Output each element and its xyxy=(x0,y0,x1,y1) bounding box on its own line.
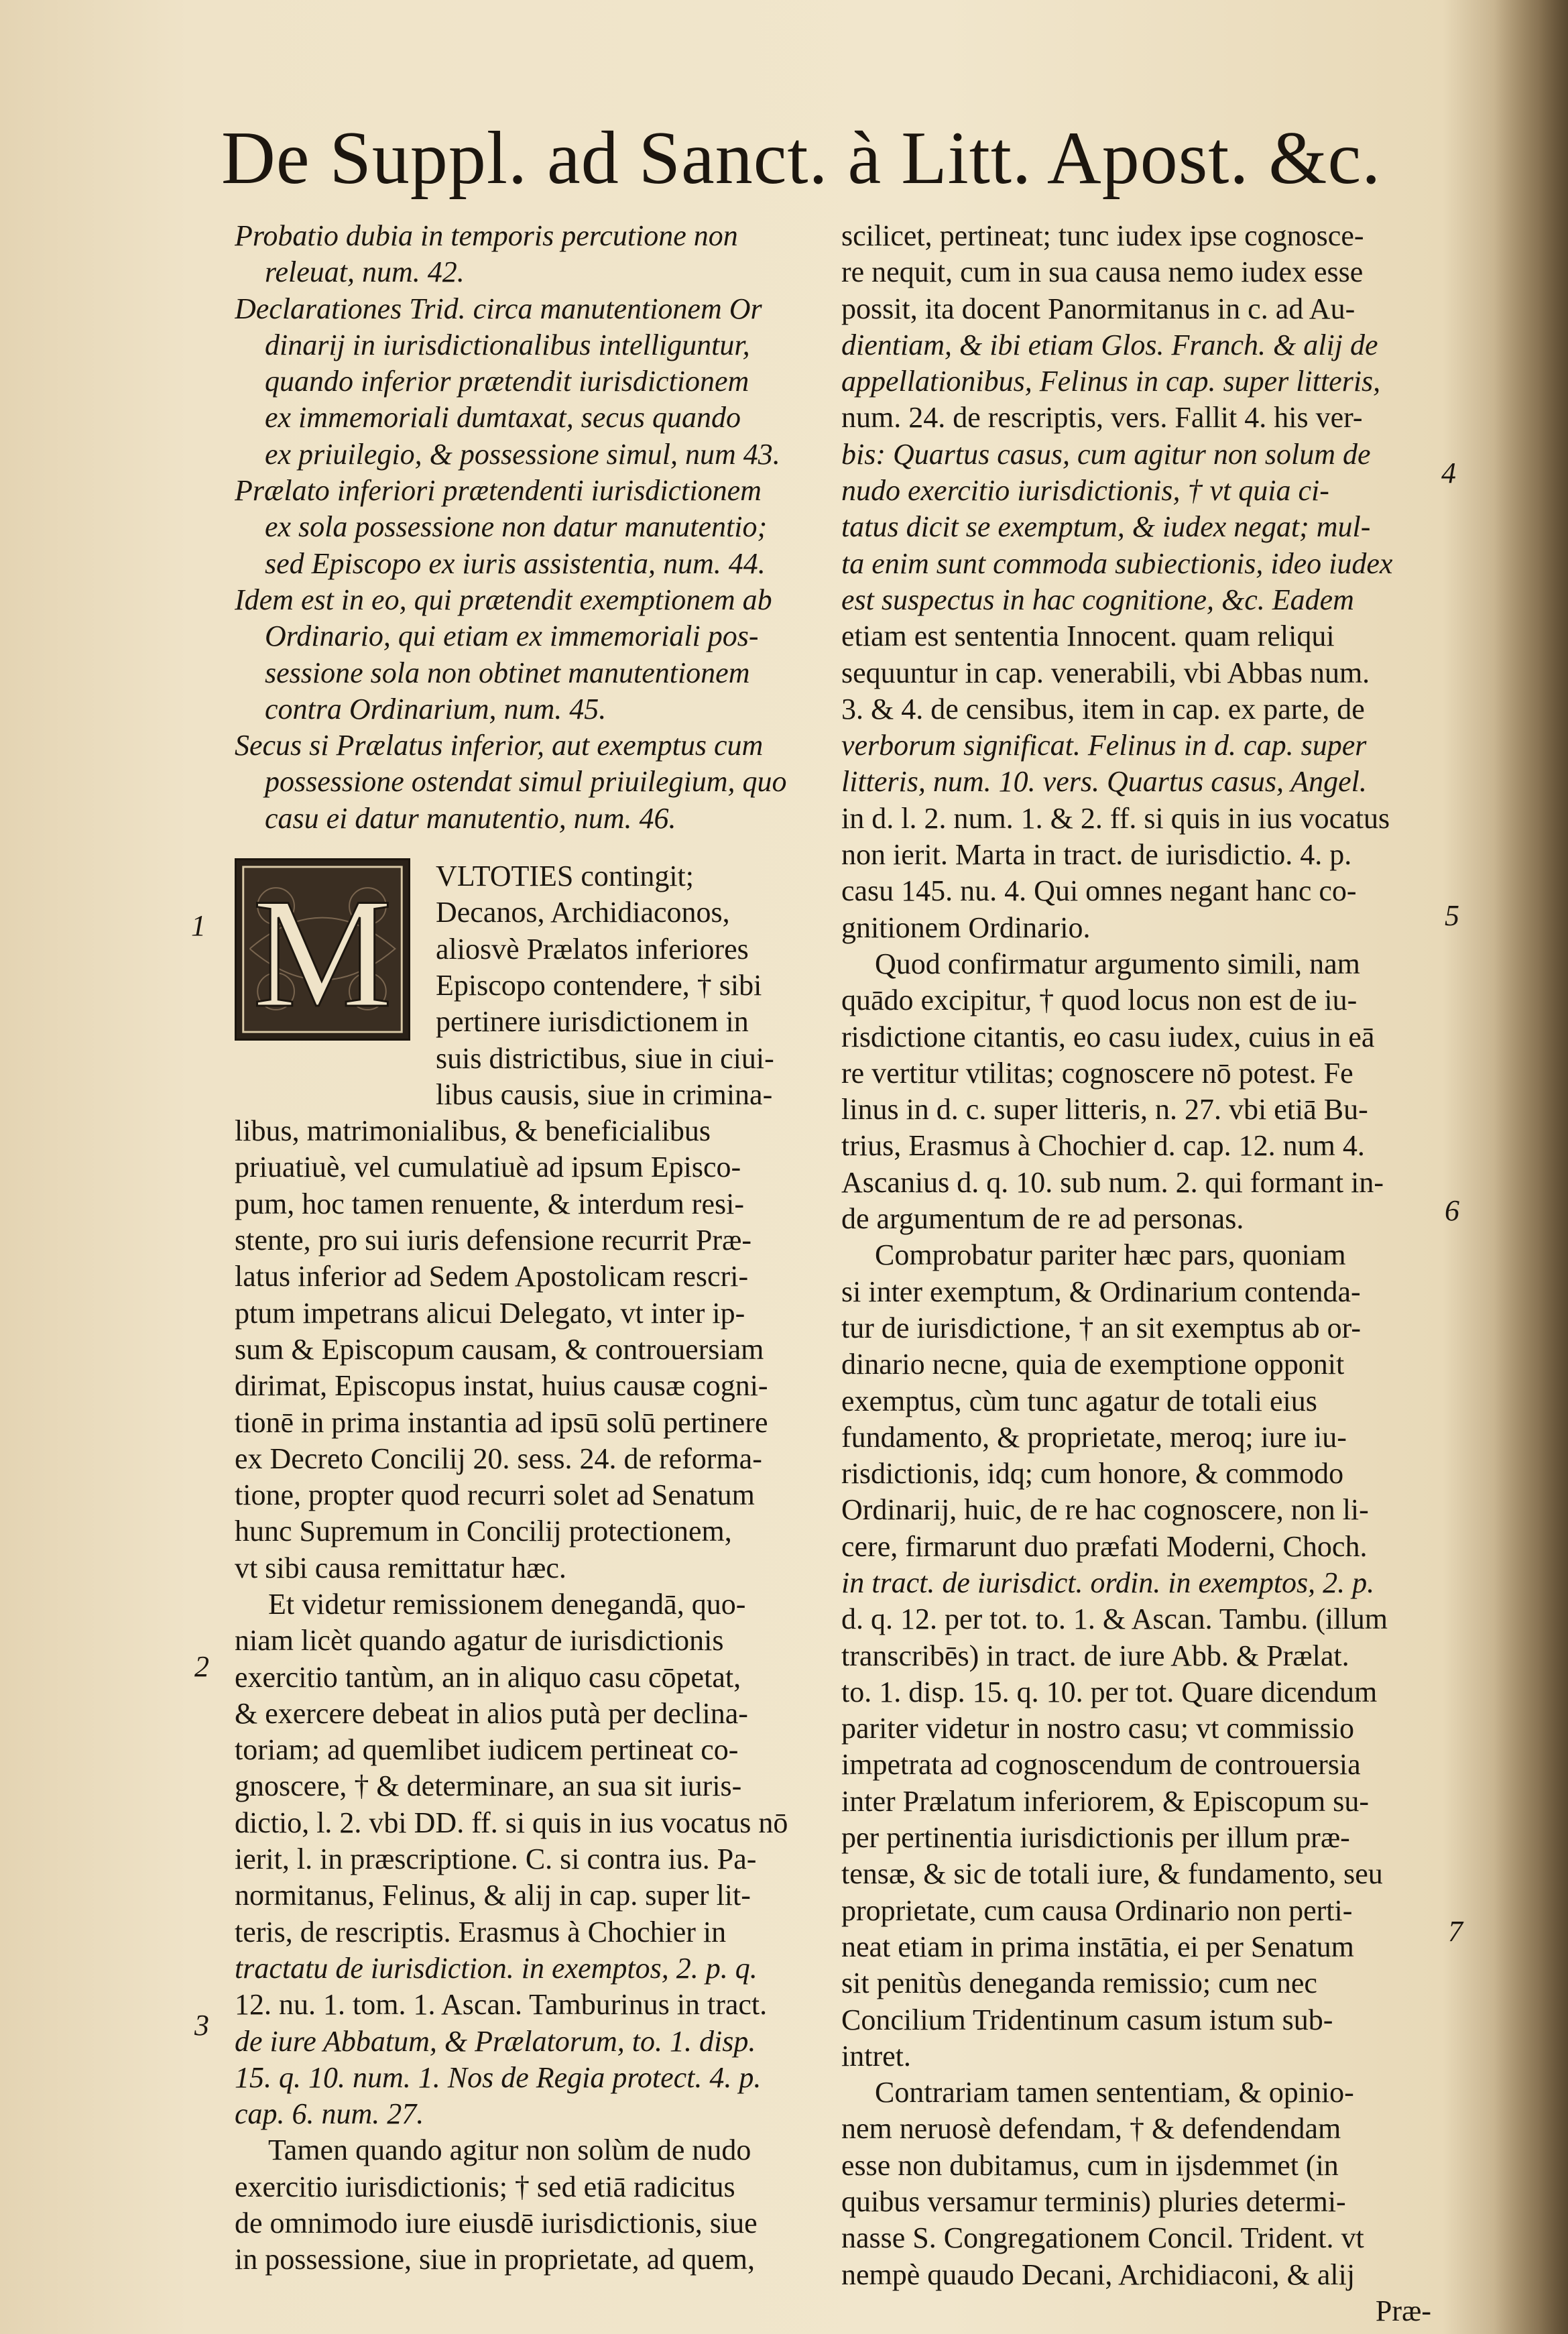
text-line: Decanos, Archidiaconos, xyxy=(436,896,730,929)
text-line: risdictionis, idq; cum honore, & commodo xyxy=(841,1457,1344,1491)
page-fold-shadow xyxy=(1494,0,1568,2334)
summary-line: ex priuilegio, & possessione simul, num 43. xyxy=(265,437,780,471)
text-line: quibus versamur terminis) pluries determi- xyxy=(841,2185,1346,2219)
text-line: etiam est sententia Innocent. quam reliqui xyxy=(841,620,1335,653)
text-line: pum, hoc tamen renuente, & interdum resi- xyxy=(235,1187,744,1220)
text-line: vt sibi causa remittatur hæc. xyxy=(235,1551,566,1584)
text-line: dinario necne, quia de exemptione opponit xyxy=(841,1348,1345,1381)
text-line: suis districtibus, siue in ciui- xyxy=(436,1041,774,1075)
text-line: latus inferior ad Sedem Apostolicam rescri- xyxy=(235,1260,749,1293)
text-line: exemptus, cùm tunc agatur de totali eius xyxy=(841,1384,1317,1417)
summary-line: Ordinario, qui etiam ex immemoriali pos- xyxy=(265,620,759,653)
text-line: inter Prælatum inferiorem, & Episcopum su- xyxy=(841,1784,1369,1818)
text-line: tatus dicit se exemptum, & iudex negat; mul- xyxy=(841,510,1371,544)
text-line: 12. nu. 1. tom. 1. Ascan. Tamburinus in tract. xyxy=(235,1988,768,2022)
text-line: VLTOTIES contingit; xyxy=(436,860,694,893)
summary-line: ex immemoriali dumtaxat, secus quando xyxy=(265,401,741,434)
text-line: nem neruosè defendam, † & defendendam xyxy=(841,2112,1341,2146)
text-line: Contrariam tamen sententiam, & opinio- xyxy=(875,2076,1354,2109)
text-line: proprietate, cum causa Ordinario non perti- xyxy=(841,1893,1353,1927)
text-line: Concilium Tridentinum casum istum sub- xyxy=(841,2003,1333,2036)
text-line: num. 24. de rescriptis, vers. Fallit 4. his ver- xyxy=(841,401,1363,434)
text-line: in d. l. 2. num. 1. & 2. ff. si quis in ius vocatus xyxy=(841,801,1390,835)
text-line: exercitio tantùm, an in aliquo casu cōpetat, xyxy=(235,1660,741,1694)
summary-line: Idem est in eo, qui prætendit exemptionem ab xyxy=(235,583,772,616)
text-line: ta enim sunt commoda subiectionis, ideo iudex xyxy=(841,546,1393,580)
text-line: Tamen quando agitur non solùm de nudo xyxy=(268,2134,751,2167)
text-line: Episcopo contendere, † sibi xyxy=(436,968,762,1002)
text-line: cere, firmarunt duo præfati Moderni, Choch. xyxy=(841,1529,1368,1563)
text-line: nudo exercitio iurisdictionis, † vt quia ci- xyxy=(841,474,1329,508)
text-line: 3. & 4. de censibus, item in cap. ex parte, de xyxy=(841,692,1365,725)
text-line: Ordinarij, huic, de re hac cognoscere, non li- xyxy=(841,1493,1369,1527)
margin-number: 1 xyxy=(191,909,206,942)
text-line: libus causis, siue in crimina- xyxy=(436,1077,773,1111)
text-line: quādo excipitur, † quod locus non est de iu- xyxy=(841,984,1358,1017)
text-line: neat etiam in prima instātia, ei per Senatum xyxy=(841,1930,1354,1963)
text-line: nempè quaudo Decani, Archidiaconi, & alij xyxy=(841,2258,1355,2291)
text-line: possit, ita docent Panormitanus in c. ad Au- xyxy=(841,292,1355,325)
summary-line: dinarij in iurisdictionalibus intelliguntur, xyxy=(265,328,750,361)
text-line: tractatu de iurisdiction. in exemptos, 2. p. q. xyxy=(235,1951,758,1985)
text-line: libus, matrimonialibus, & beneficialibus xyxy=(235,1114,711,1148)
text-line: Ascanius d. q. 10. sub num. 2. qui formant in- xyxy=(841,1165,1384,1199)
text-line: & exercere debeat in alios putà per declina- xyxy=(235,1696,748,1730)
text-line: sit penitùs deneganda remissio; cum nec xyxy=(841,1967,1317,2000)
text-line: tur de iurisdictione, † an sit exemptus ab or- xyxy=(841,1311,1362,1344)
body-text-left xyxy=(235,858,811,2278)
summary-line: Probatio dubia in temporis percutione non xyxy=(235,219,738,252)
text-line: re vertitur vtilitas; cognoscere nō potest. Fe xyxy=(841,1056,1353,1090)
text-line: sum & Episcopum causam, & controuersiam xyxy=(235,1332,764,1366)
text-line: dictio, l. 2. vbi DD. ff. si quis in ius vocatus nō xyxy=(235,1806,788,1839)
text-line: niam licèt quando agatur de iurisdictionis xyxy=(235,1624,724,1657)
summary-line: quando inferior prætendit iurisdictionem xyxy=(265,365,749,398)
left-column xyxy=(235,218,811,2278)
summary-line: possessione ostendat simul priuilegium, quo xyxy=(265,765,787,799)
text-line: appellationibus, Felinus in cap. super litteris, xyxy=(841,365,1381,398)
text-line: intret. xyxy=(841,2039,911,2073)
text-line: trius, Erasmus à Chochier d. cap. 12. num 4. xyxy=(841,1129,1365,1163)
margin-number: 5 xyxy=(1445,899,1459,932)
summary-line: casu ei datur manutentio, num. 46. xyxy=(265,801,676,835)
text-line: impetrata ad cognoscendum de controuersia xyxy=(841,1748,1361,1782)
text-line: est suspectus in hac cognitione, &c. Eadem xyxy=(841,583,1354,616)
text-line: re nequit, cum in sua causa nemo iudex esse xyxy=(841,255,1364,289)
summary-line: Prælato inferiori prætendenti iurisdictionem xyxy=(235,474,762,508)
text-line: ierit, l. in præscriptione. C. si contra ius. Pa- xyxy=(235,1843,757,1876)
text-line: risdictione citantis, eo casu iudex, cuius in eā xyxy=(841,1020,1375,1053)
text-line: hunc Supremum in Concilij protectionem, xyxy=(235,1515,732,1548)
text-line: si inter exemptum, & Ordinarium contenda- xyxy=(841,1275,1361,1308)
text-line: fundamento, & proprietate, meroq; iure iu- xyxy=(841,1420,1347,1454)
margin-number: 2 xyxy=(194,1650,209,1683)
text-line: dirimat, Episcopus instat, huius causæ cogni- xyxy=(235,1369,768,1403)
text-line: sequuntur in cap. venerabili, vbi Abbas num. xyxy=(841,656,1370,689)
text-line: transcribēs) in tract. de iure Abb. & Prælat. xyxy=(841,1639,1349,1672)
text-line: Et videtur remissionem denegandā, quo- xyxy=(268,1587,746,1621)
text-line: verborum significat. Felinus in d. cap. super xyxy=(841,729,1367,762)
text-line: gnitionem Ordinario. xyxy=(841,911,1091,944)
text-line: linus in d. c. super litteris, n. 27. vbi etiā Bu- xyxy=(841,1093,1368,1126)
running-head: De Suppl. ad Sanct. à Litt. Apost. &c. xyxy=(221,117,1382,200)
text-line: Quod confirmatur argumento simili, nam xyxy=(875,947,1360,980)
margin-number: 3 xyxy=(194,2009,209,2042)
text-line: exercitio iurisdictionis; † sed etiā radicitus xyxy=(235,2170,735,2203)
text-line: normitanus, Felinus, & alij in cap. super lit- xyxy=(235,1879,751,1912)
text-line: non ierit. Marta in tract. de iurisdictio. 4. p. xyxy=(841,838,1352,872)
summary-line: releuat, num. 42. xyxy=(265,255,465,289)
ornament-icon xyxy=(237,860,408,1039)
text-line: per pertinentia iurisdictionis per illum præ- xyxy=(841,1821,1350,1855)
text-line: teris, de rescriptis. Erasmus à Chochier in xyxy=(235,1915,727,1948)
text-line: ptum impetrans alicui Delegato, vt inter ip- xyxy=(235,1296,745,1330)
text-line: de iure Abbatum, & Prælatorum, to. 1. disp. xyxy=(235,2024,756,2058)
text-line: pariter videtur in nostro casu; vt commissio xyxy=(841,1712,1354,1745)
text-line: litteris, num. 10. vers. Quartus casus, Angel. xyxy=(841,765,1367,799)
text-line: pertinere iurisdictionem in xyxy=(436,1005,749,1039)
summary-line: sed Episcopo ex iuris assistentia, num. 44. xyxy=(265,546,766,580)
text-line: tionē in prima instantia ad ipsū solū pertinere xyxy=(235,1405,768,1439)
summary-line: ex sola possessione non datur manutentio; xyxy=(265,510,768,544)
text-line: Comprobatur pariter hæc pars, quoniam xyxy=(875,1238,1346,1272)
catchword: Præ- xyxy=(1375,2294,1431,2327)
text-line: bis: Quartus casus, cum agitur non solum de xyxy=(841,437,1371,471)
text-line: cap. 6. num. 27. xyxy=(235,2097,424,2131)
text-line: casu 145. nu. 4. Qui omnes negant hanc co- xyxy=(841,874,1357,908)
text-line: aliosvè Prælatos inferiores xyxy=(436,932,749,966)
summary-block xyxy=(235,218,811,837)
text-line: de omnimodo iure eiusdē iurisdictionis, siue xyxy=(235,2207,758,2240)
dropcap-initial xyxy=(235,858,410,1041)
margin-number: 7 xyxy=(1448,1915,1463,1948)
text-line: tensæ, & sic de totali iure, & fundamento, seu xyxy=(841,1857,1383,1891)
text-line: dientiam, & ibi etiam Glos. Franch. & alij de xyxy=(841,328,1378,361)
svg-text:M: M xyxy=(252,866,393,1039)
margin-number: 6 xyxy=(1445,1194,1459,1227)
text-line: nasse S. Congregationem Concil. Trident. vt xyxy=(841,2221,1364,2255)
text-line: priuatiuè, vel cumulatiuè ad ipsum Episco- xyxy=(235,1151,741,1184)
text-line: gnoscere, † & determinare, an sua sit iuris- xyxy=(235,1769,742,1803)
text-line: 15. q. 10. num. 1. Nos de Regia protect. 4. p. xyxy=(235,2060,762,2094)
summary-line: contra Ordinarium, num. 45. xyxy=(265,692,607,725)
text-line: ex Decreto Concilij 20. sess. 24. de reforma- xyxy=(235,1442,762,1475)
text-line: in possessione, siue in proprietate, ad quem, xyxy=(235,2243,755,2276)
text-line: d. q. 12. per tot. to. 1. & Ascan. Tambu. (illum xyxy=(841,1602,1388,1636)
text-line: de argumentum de re ad personas. xyxy=(841,1202,1244,1236)
text-line: toriam; ad quemlibet iudicem pertineat co- xyxy=(235,1733,739,1767)
text-line: to. 1. disp. 15. q. 10. per tot. Quare dicendum xyxy=(841,1675,1378,1708)
summary-line: sessione sola non obtinet manutentionem xyxy=(265,656,750,689)
text-line: in tract. de iurisdict. ordin. in exemptos, 2. p. xyxy=(841,1566,1375,1599)
summary-line: Declarationes Trid. circa manutentionem Or xyxy=(235,292,762,325)
summary-line: Secus si Prælatus inferior, aut exemptus cum xyxy=(235,729,764,762)
margin-number: 4 xyxy=(1441,457,1456,489)
text-line: esse non dubitamus, cum in ijsdemmet (in xyxy=(841,2148,1339,2182)
text-line: stente, pro sui iuris defensione recurrit Præ- xyxy=(235,1224,752,1257)
text-line: tione, propter quod recurri solet ad Senatum xyxy=(235,1478,755,1512)
text-line: scilicet, pertineat; tunc iudex ipse cognosce- xyxy=(841,219,1364,252)
right-column xyxy=(841,218,1431,2329)
